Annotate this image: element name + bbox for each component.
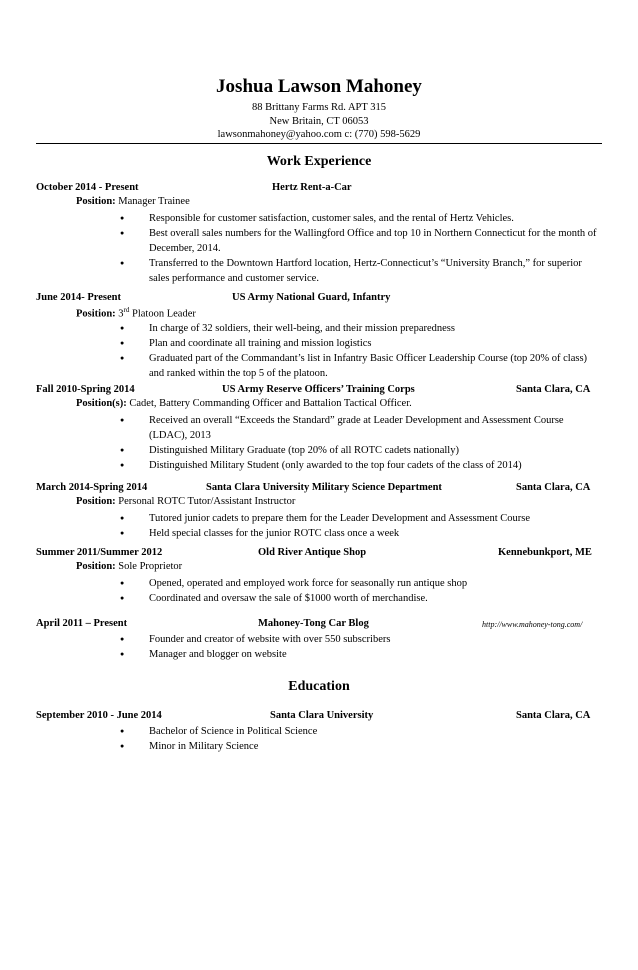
job-bullets [118, 632, 602, 662]
job-position [76, 306, 196, 320]
list-item: ● Manager and blogger on website [118, 647, 602, 662]
job-position [76, 196, 190, 207]
job-bullets [118, 511, 602, 541]
blog-url-link[interactable]: http://www.mahoney-tong.com/ [482, 620, 583, 629]
job-bullets [118, 576, 602, 606]
candidate-name: Joshua Lawson Mahoney [216, 76, 422, 97]
list-item: ● Responsible for customer satisfaction, customer sales, and the rental of Hertz Vehicles. [118, 211, 602, 226]
job-bullets [118, 321, 602, 381]
list-item: ● Distinguished Military Student (only awarded to the top four cadets of the class of 2014) [118, 458, 602, 473]
education-location: Santa Clara, CA [516, 710, 591, 721]
position-label: Position: [76, 496, 116, 507]
education-entry [0, 710, 638, 970]
list-item: ● Best overall sales numbers for the Wallingford Office and top 10 in Northern Connecticut for the month of December, 2014. [118, 226, 602, 256]
job-organization: Mahoney-Tong Car Blog [258, 618, 369, 629]
list-item: ● Coordinated and oversaw the sale of $1000 worth of merchandise. [118, 591, 602, 606]
position-label: Position: [76, 308, 116, 320]
position-title: Sole Proprietor [118, 561, 183, 572]
list-item: ● Transferred to the Downtown Hartford location, Hertz-Connecticut’s “University Branch,” for superior sales performance and customer service. [118, 256, 602, 286]
job-position [76, 561, 182, 572]
education-date: September 2010 - June 2014 [36, 710, 162, 721]
position-label: Position: [76, 196, 116, 207]
job-location: Santa Clara, CA [516, 482, 591, 493]
list-item: ● Bachelor of Science in Political Science [118, 724, 602, 739]
list-item: ● In charge of 32 soldiers, their well-being, and their mission preparedness [118, 321, 602, 336]
job-date: March 2014-Spring 2014 [36, 482, 148, 493]
contact-line: lawsonmahoney@yahoo.com c: (770) 598-5629 [217, 129, 421, 140]
job-date: Summer 2011/Summer 2012 [36, 547, 163, 558]
list-item: ● Opened, operated and employed work force for seasonally run antique shop [118, 576, 602, 591]
list-item: ● Founder and creator of website with over 550 subscribers [118, 632, 602, 647]
position-label: Position: [76, 561, 116, 572]
job-position [76, 398, 412, 409]
position-title: Personal ROTC Tutor/Assistant Instructor [118, 496, 296, 507]
position-title: Manager Trainee [118, 196, 190, 207]
position-rank: 3 [118, 308, 124, 320]
job-position [76, 496, 295, 507]
job-organization: US Army National Guard, Infantry [232, 292, 391, 303]
job-location: Santa Clara, CA [516, 384, 591, 395]
list-item: ● Minor in Military Science [118, 739, 602, 754]
list-item: ● Plan and coordinate all training and mission logistics [118, 336, 602, 351]
list-item: ● Received an overall “Exceeds the Standard” grade at Leader Development and Assessment Course (LDAC), 2013 [118, 413, 602, 443]
education-school: Santa Clara University [270, 710, 374, 721]
list-item: ● Distinguished Military Graduate (top 20% of all ROTC cadets nationally) [118, 443, 602, 458]
section-title-work: Work Experience [266, 154, 372, 169]
list-item: ● Graduated part of the Commandant’s list in Infantry Basic Officer Leadership Course (top 20% of class) and ranked within the top 5 of the platoon. [118, 351, 602, 381]
position-label: Position(s): [76, 398, 127, 409]
job-bullets [118, 211, 602, 286]
education-bullets [118, 724, 602, 754]
job-organization: Old River Antique Shop [258, 547, 367, 558]
job-organization: US Army Reserve Officers’ Training Corps [222, 384, 415, 395]
job-date: April 2011 – Present [36, 618, 128, 629]
job-organization: Santa Clara University Military Science Department [206, 482, 442, 493]
job-date: June 2014- Present [36, 292, 121, 303]
job-date: Fall 2010-Spring 2014 [36, 384, 135, 395]
position-title: Cadet, Battery Commanding Officer and Battalion Tactical Officer. [129, 398, 412, 409]
position-rank-suffix: rd [123, 306, 130, 314]
list-item: ● Held special classes for the junior ROTC class once a week [118, 526, 602, 541]
job-location: Kennebunkport, ME [498, 547, 592, 558]
address-line-2: New Britain, CT 06053 [269, 116, 369, 127]
header-divider [36, 143, 602, 144]
job-date: October 2014 - Present [36, 182, 139, 193]
job-bullets [118, 413, 602, 473]
list-item: ● Tutored junior cadets to prepare them for the Leader Development and Assessment Course [118, 511, 602, 526]
address-line-1: 88 Brittany Farms Rd. APT 315 [252, 102, 386, 113]
job-organization: Hertz Rent-a-Car [272, 182, 352, 193]
section-title-education: Education [288, 679, 350, 694]
position-title: Platoon Leader [132, 308, 196, 320]
